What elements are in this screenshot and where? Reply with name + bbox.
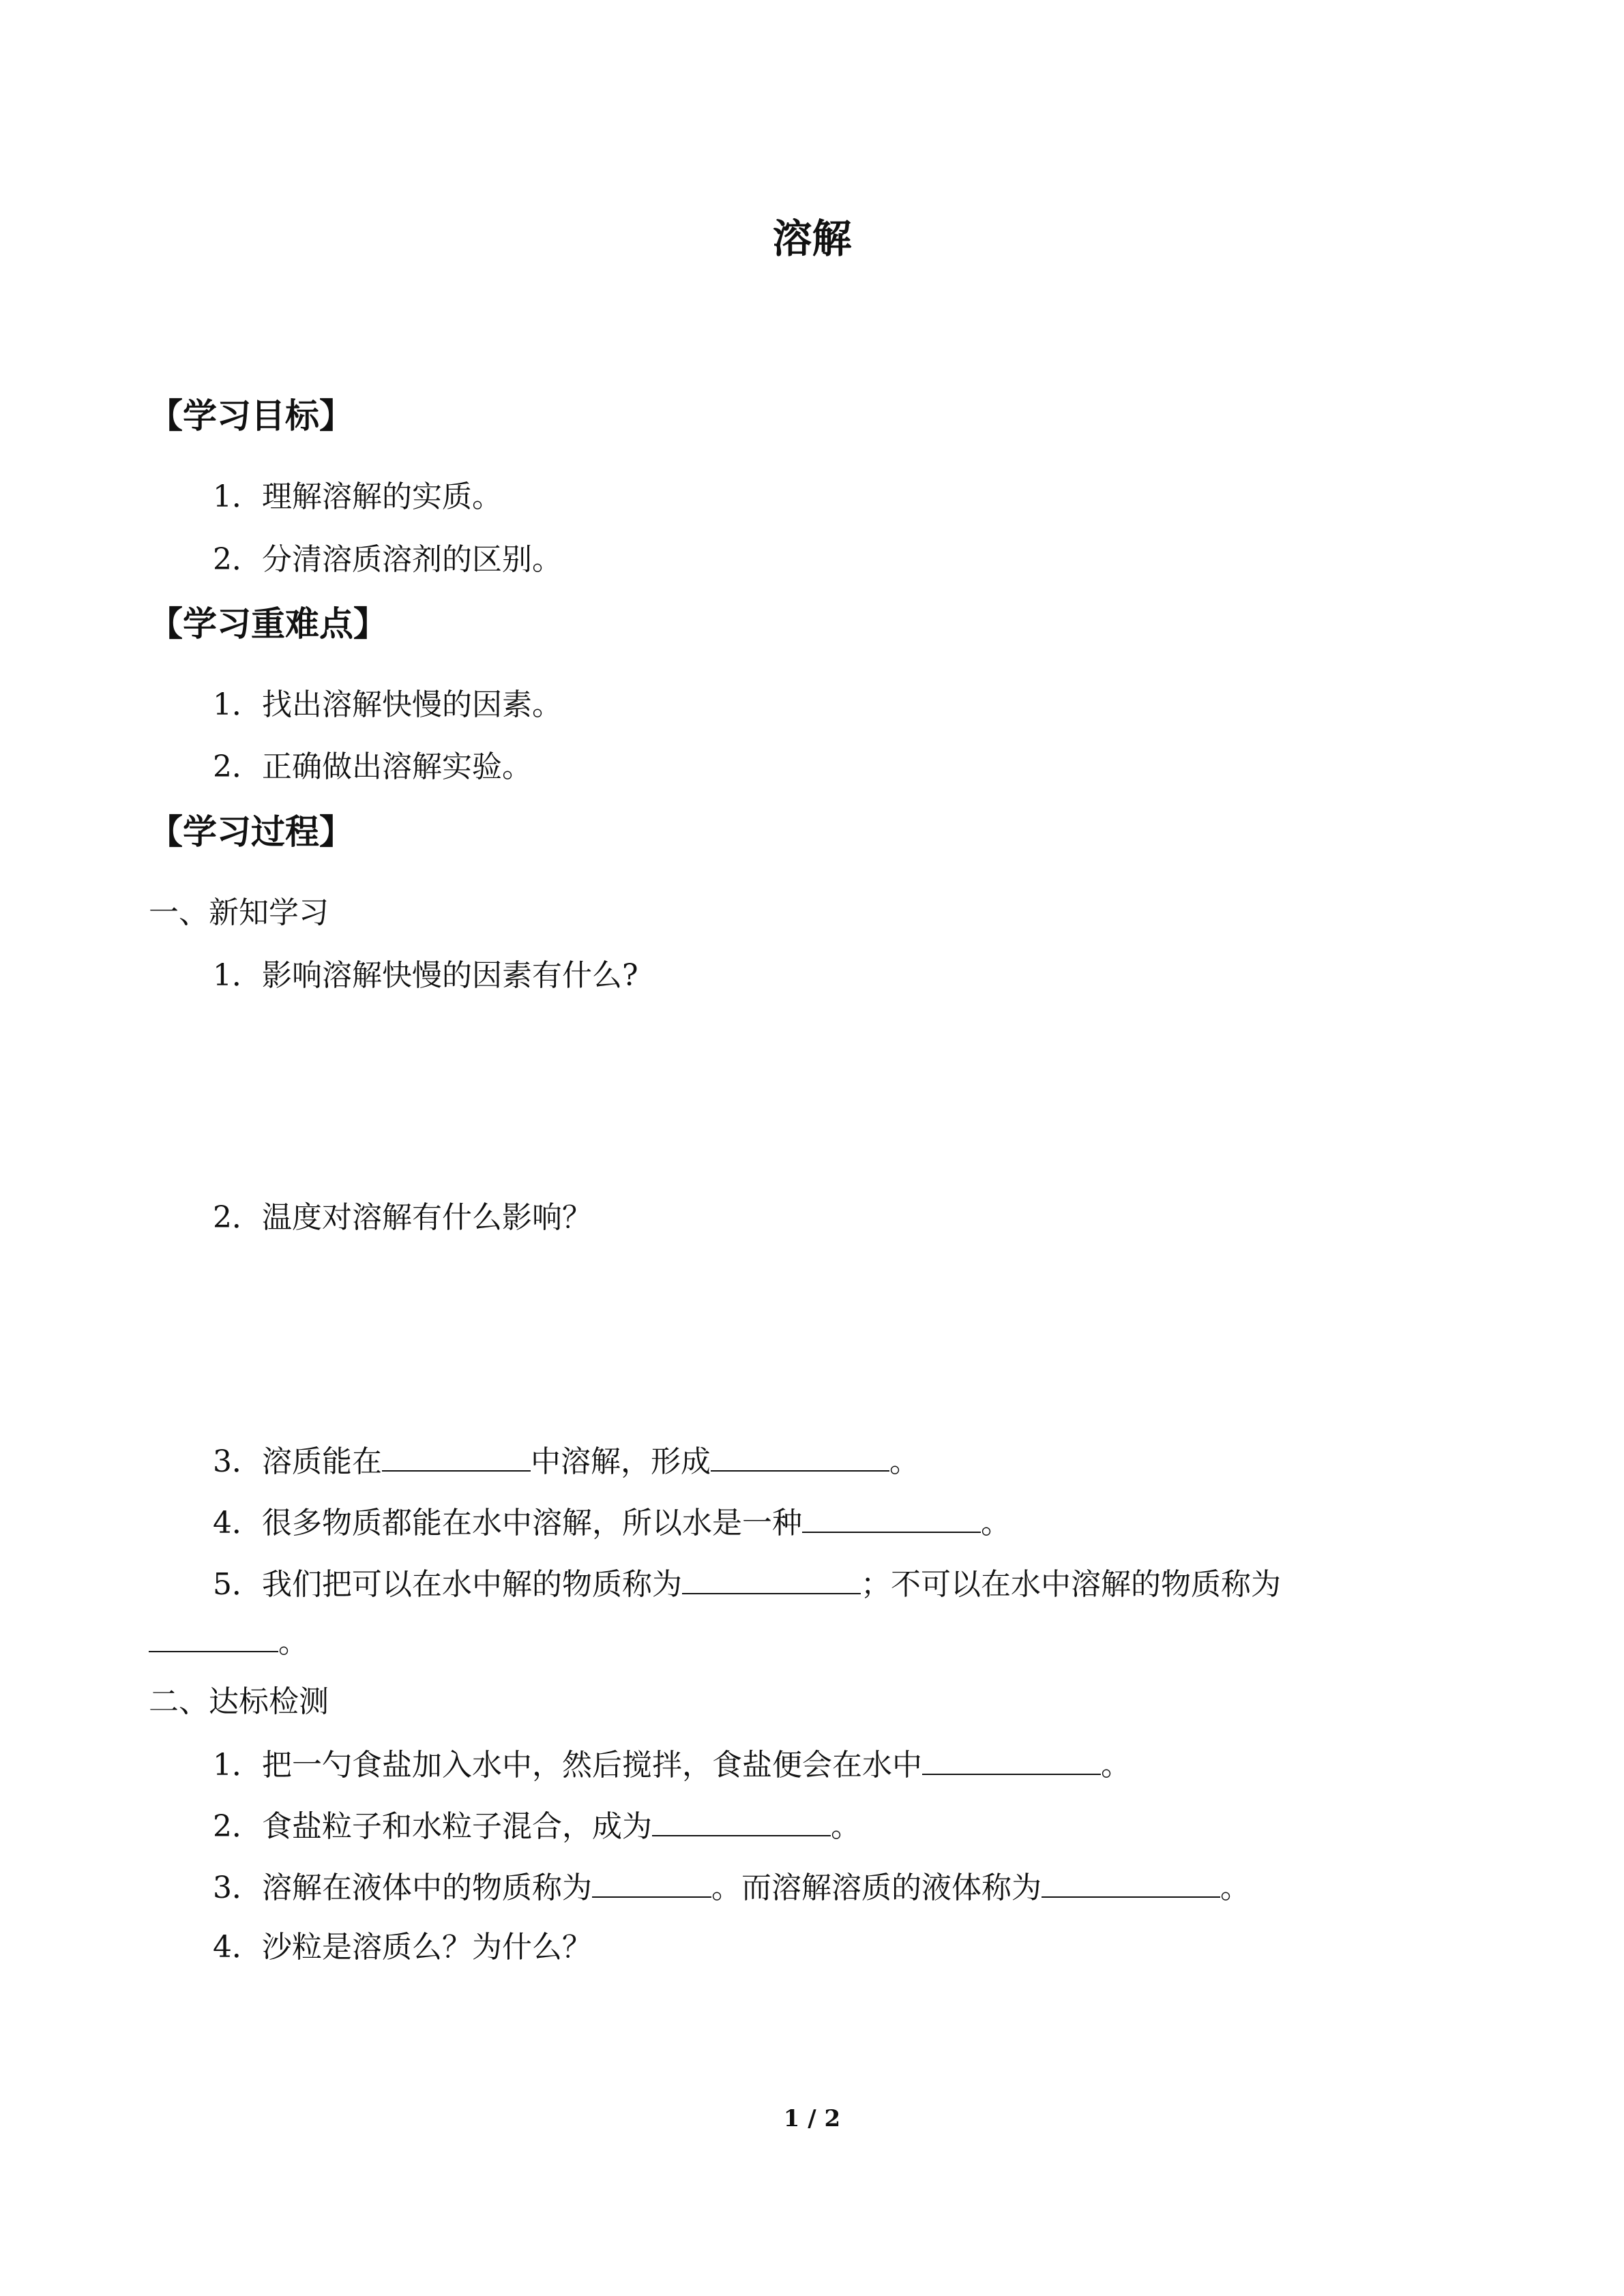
- question-text: 。: [1220, 1870, 1250, 1905]
- answer-blank[interactable]: [711, 1439, 889, 1472]
- goal-item-1: 1．理解溶解的实质。: [213, 479, 502, 514]
- question-text: 。: [831, 1809, 861, 1844]
- question-text: 中溶解，形成: [531, 1444, 711, 1479]
- part1-question-5: [213, 1562, 1281, 1606]
- part1-heading: 一、新知学习: [149, 895, 329, 930]
- part2-heading: 二、达标检测: [149, 1684, 329, 1719]
- part2-question-2: [213, 1804, 861, 1848]
- section-heading-goals: 【学习目标】: [149, 396, 353, 436]
- part2-question-3: [213, 1865, 1250, 1909]
- answer-blank[interactable]: [1042, 1865, 1220, 1898]
- question-text: 。: [278, 1625, 308, 1660]
- question-text: 5．我们把可以在水中解的物质称为: [213, 1567, 682, 1602]
- part1-question-1: 1．影响溶解快慢的因素有什么?: [213, 958, 638, 993]
- key-point-item-1: 1．找出溶解快慢的因素。: [213, 687, 562, 722]
- section-heading-key-points: 【学习重难点】: [149, 604, 387, 644]
- section-heading-process: 【学习过程】: [149, 812, 353, 852]
- page-title: 溶解: [772, 215, 852, 262]
- answer-blank[interactable]: [592, 1865, 711, 1898]
- answer-blank[interactable]: [149, 1620, 278, 1652]
- goal-item-2: 2．分清溶质溶剂的区别。: [213, 542, 562, 577]
- part1-question-3: [213, 1439, 919, 1483]
- key-point-item-2: 2．正确做出溶解实验。: [213, 749, 532, 784]
- part1-question-2: 2．温度对溶解有什么影响？: [213, 1200, 592, 1235]
- question-text: 4．很多物质都能在水中溶解，所以水是一种: [213, 1506, 802, 1540]
- question-text: 3．溶解在液体中的物质称为: [213, 1870, 592, 1905]
- part2-question-4: 4．沙粒是溶质么？为什么？: [213, 1930, 592, 1965]
- part2-question-1: [213, 1742, 1131, 1787]
- answer-blank[interactable]: [682, 1562, 861, 1594]
- page-number: 1 / 2: [783, 2105, 841, 2132]
- question-text: 。: [981, 1506, 1011, 1540]
- answer-blank[interactable]: [922, 1742, 1101, 1775]
- question-text: 2．食盐粒子和水粒子混合，成为: [213, 1809, 652, 1844]
- question-text: 。: [1101, 1748, 1131, 1783]
- part1-question-5-continued: [149, 1620, 308, 1664]
- answer-blank[interactable]: [652, 1804, 831, 1836]
- answer-blank[interactable]: [802, 1500, 981, 1533]
- question-text: 1．把一勺食盐加入水中，然后搅拌，食盐便会在水中: [213, 1748, 922, 1783]
- question-text: 。而溶解溶质的液体称为: [711, 1870, 1042, 1905]
- question-text: ；不可以在水中溶解的物质称为: [861, 1567, 1281, 1602]
- answer-blank[interactable]: [382, 1439, 531, 1472]
- question-text: 。: [889, 1444, 919, 1479]
- question-text: 3．溶质能在: [213, 1444, 382, 1479]
- part1-question-4: [213, 1500, 1011, 1545]
